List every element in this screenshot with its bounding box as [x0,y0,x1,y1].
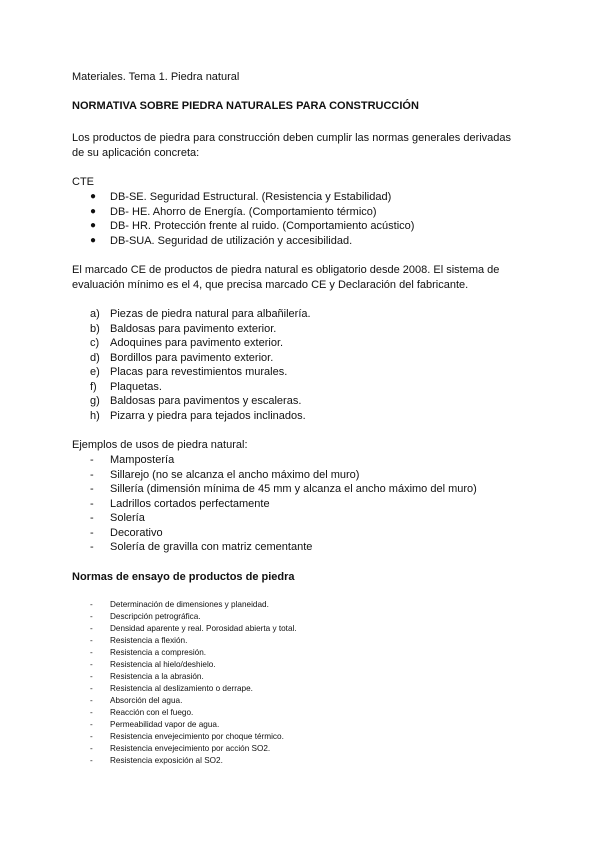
dash-icon: - [90,756,93,765]
marcado-line-2: evaluación mínimo es el 4, que precisa marcado CE y Declaración del fabricante. [72,278,469,291]
bullet-icon: ● [90,234,97,246]
dash-icon: - [90,684,93,693]
marcado-line-1: El marcado CE de productos de piedra natural es obligatorio desde 2008. El sistema de [72,264,500,276]
dash-icon: - [90,648,93,657]
intro-line-2: de su aplicación concreta: [72,146,200,159]
dash-icon: - [90,541,94,553]
bullet-icon: ● [90,205,97,217]
dash-icon: - [90,512,94,524]
ejemplos-label: Ejemplos de usos de piedra natural: [72,439,248,451]
dash-icon: - [90,660,93,669]
bullet-icon: ● [90,220,97,231]
dash-icon: - [90,468,94,481]
page-header: Materiales. Tema 1. Piedra natural [72,71,240,83]
dash-icon: - [90,720,93,729]
dash-icon: - [90,708,93,717]
dash-icon: - [90,526,94,539]
bullet-icon: ● [90,191,97,202]
dash-icon: - [90,696,93,705]
dash-icon: - [90,454,94,466]
document-page: Materiales. Tema 1. Piedra natural NORMATIVA SOBRE PIEDRA NATURALES PARA CONSTRUCCIÓN Los productos de piedra para construcción deben cumplir las normas generales derivadas de su aplicación concreta: CTE ● DB-SE. Seguridad Estructural. (Resistencia y Estabilidad) ● DB- HE. Ahorro de Energía. (Comportamiento térmico) ● DB- HR. Protección frente al ruido. (Comportamiento acústico) ● DB-SUA. Seguridad de utilización y accesibilidad. El marcado CE de productos de piedra natural es obligatorio desde 2008. El sistema de evaluación mínimo es el 4, que precisa marcado CE y Declaración del fabricante. a) Piezas de piedra natural para albañilería. b) Baldosas para pavimento exterior. c) Adoquines para pavimento exterior. d) Bordillos para pavimento exterior. e) Placas para revestimientos murales. f) Plaquetas. g) Baldosas para pavimentos y escaleras. h) Pizarra y piedra para tejados inclinados. Ejemplos de usos de piedra natural: - Mampostería - Sillarejo (no se alcanza el ancho máximo del muro) - Sillería (dimensión mínima de 45 mm y alcanza el ancho máximo del muro) - Ladrillos cortados perfectamente - Solería - Decorativo - Solería de gravilla con matriz cementante Normas de ensayo de productos de piedra - Determinación de dimensiones y planeidad. - Descripción petrográfica. - Densidad aparente y real. Porosidad abierta y total. - Resistencia a flexión. - Resistencia a compresión. - Resistencia al hielo/deshielo. - Resistencia a la abrasión. - Resistencia al deslizamiento o derrape. - Absorción del agua. - Reacción con el fuego. - Permeabilidad vapor de agua. - Resistencia envejecimiento por choque térmico. - Resistencia envejecimiento por acción SO2. - Resistencia exposición al SO2. [72,71,512,765]
intro-line-1: Los productos de piedra para construcción deben cumplir las normas generales derivadas [72,132,512,144]
document-title: NORMATIVA SOBRE PIEDRA NATURALES PARA CONSTRUCCIÓN [72,100,419,112]
cte-label: CTE [72,176,94,188]
dash-icon: - [90,672,93,681]
dash-icon: - [90,483,94,495]
dash-icon: - [90,497,94,510]
dash-icon: - [90,624,93,633]
dash-icon: - [90,732,93,741]
dash-icon: - [90,612,93,621]
dash-icon: - [90,600,93,609]
dash-icon: - [90,636,93,645]
normas-title: Normas de ensayo de productos de piedra [72,571,295,583]
dash-icon: - [90,744,93,753]
